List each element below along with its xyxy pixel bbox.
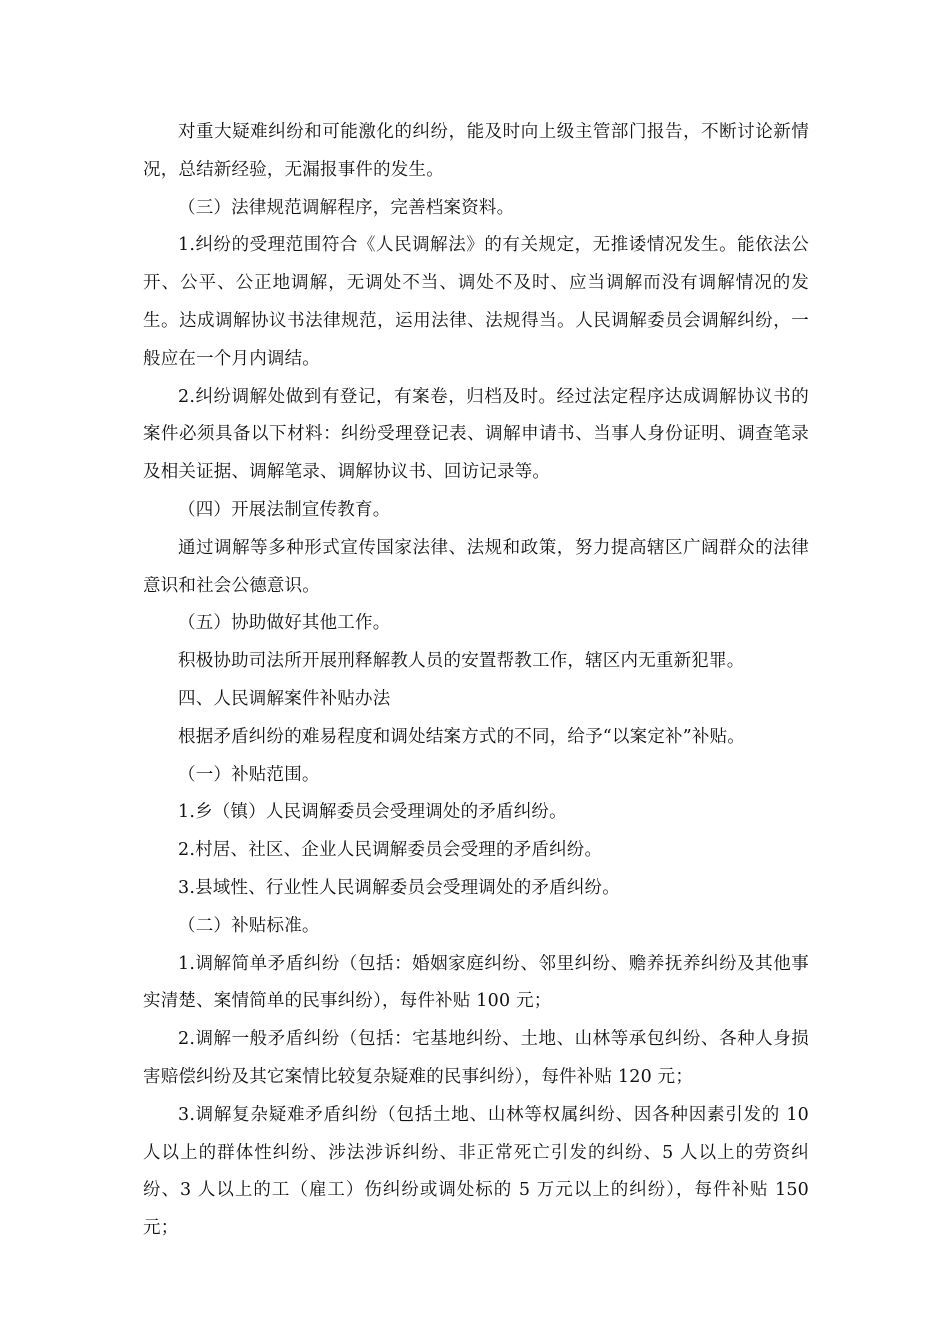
heading-other-work: （五）协助做好其他工作。 [178, 613, 391, 634]
heading-subsidy-method: 四、人民调解案件补贴办法 [178, 688, 391, 709]
list-item-standard-2: 2.调解一般矛盾纠纷（包括：宅基地纠纷、土地、山林等承包纠纷、各种人身损害赔偿纠纷及其它案情比较复杂疑难的民事纠纷），每件补贴 120 元； [143, 1029, 809, 1087]
paragraph-report-disputes: 对重大疑难纠纷和可能激化的纠纷，能及时向上级主管部门报告，不断讨论新情况，总结新经验，无漏报事件的发生。 [143, 122, 809, 180]
list-item-standard-1: 1.调解简单矛盾纠纷（包括：婚姻家庭纠纷、邻里纠纷、赡养抚养纠纷及其他事实清楚、案情简单的民事纠纷），每件补贴 100 元； [143, 953, 809, 1012]
document-body [143, 114, 809, 1248]
list-item-standard-3: 3.调解复杂疑难矛盾纠纷（包括土地、山林等权属纠纷、因各种因素引发的 10 人以上的群体性纠纷、涉法涉诉纠纷、非正常死亡引发的纠纷、5 人以上的劳资纠纷、3 人以上的工（雇工）伤纠纷或调处标的 5 万元以上的纠纷），每件补贴 150 元； [143, 1104, 809, 1239]
paragraph-registration-files: 2.纠纷调解处做到有登记，有案卷，归档及时。经过法定程序达成调解协议书的案件必须具备以下材料：纠纷受理登记表、调解申请书、当事人身份证明、调查笔录及相关证据、调解笔录、调解协议书、回访记录等。 [143, 386, 809, 483]
paragraph-assist-justice-office: 积极协助司法所开展刑释解教人员的安置帮教工作，辖区内无重新犯罪。 [178, 651, 745, 672]
heading-subsidy-scope: （一）补贴范围。 [178, 764, 320, 785]
heading-legal-education: （四）开展法制宣传教育。 [178, 499, 391, 520]
list-item-scope-1: 1.乡（镇）人民调解委员会受理调处的矛盾纠纷。 [178, 802, 567, 823]
list-item-scope-2: 2.村居、社区、企业人民调解委员会受理的矛盾纠纷。 [178, 840, 603, 861]
list-item-scope-3: 3.县域性、行业性人民调解委员会受理调处的矛盾纠纷。 [178, 877, 620, 898]
heading-procedure: （三）法律规范调解程序，完善档案资料。 [178, 197, 515, 218]
paragraph-acceptance-scope: 1.纠纷的受理范围符合《人民调解法》的有关规定，无推诿情况发生。能依法公开、公平、公正地调解，无调处不当、调处不及时、应当调解而没有调解情况的发生。达成调解协议书法律规范，运用法律、法规得当。人民调解委员会调解纠纷，一般应在一个月内调结。 [143, 235, 809, 369]
paragraph-legal-publicity: 通过调解等多种形式宣传国家法律、法规和政策，努力提高辖区广阔群众的法律意识和社会公德意识。 [143, 537, 809, 596]
paragraph-subsidy-principle: 根据矛盾纠纷的难易程度和调处结案方式的不同，给予“以案定补”补贴。 [178, 726, 745, 747]
heading-subsidy-standard: （二）补贴标准。 [178, 915, 320, 936]
